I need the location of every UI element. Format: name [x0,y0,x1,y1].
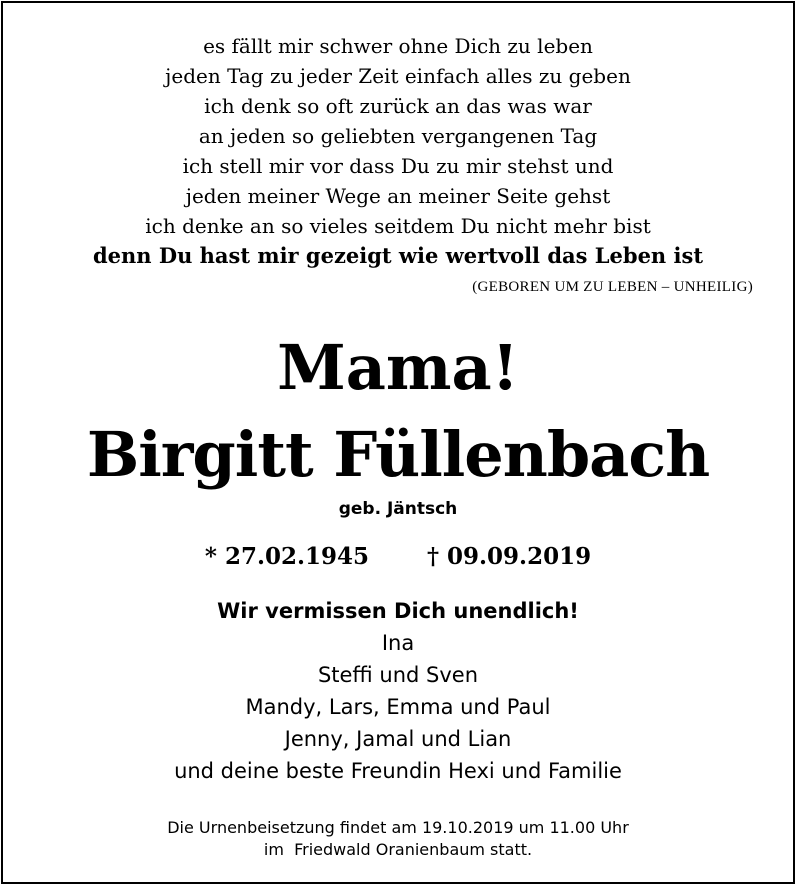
poem-line: ich denk so oft zurück an das was war [204,94,592,118]
obituary-frame [1,1,795,884]
poem-line: ich stell mir vor dass Du zu mir stehst und [182,154,614,178]
salutation: Mama! [277,331,519,404]
burial-line: im Friedwald Oranienbaum statt. [263,840,533,859]
mourner-line: und deine beste Freundin Hexi und Familie [174,759,622,783]
maiden-name: geb. Jäntsch [338,499,458,519]
poem-line: jeden Tag zu jeder Zeit einfach alles zu geben [165,64,631,88]
mourners-headline: Wir vermissen Dich unendlich! [217,599,579,623]
poem-line: an jeden so geliebten vergangenen Tag [198,124,598,148]
mourners [3,595,793,787]
poem-line: es fällt mir schwer ohne Dich zu leben [203,34,593,58]
mourner-line: Steffi und Sven [317,663,479,687]
birth-date: * 27.02.1945 [204,543,369,570]
poem-line: jeden meiner Wege an meiner Seite gehst [185,184,611,208]
life-dates [3,543,793,570]
deceased-name: Birgitt Füllenbach [86,418,710,491]
poem-line: ich denke an so vieles seitdem Du nicht mehr bist [145,214,651,238]
burial-notice [3,817,793,861]
death-date: † 09.09.2019 [427,543,592,570]
mourner-line: Jenny, Jamal und Lian [284,727,512,751]
poem [3,31,793,271]
poem-closing-line: denn Du hast mir gezeigt wie wertvoll das Leben ist [92,243,704,268]
burial-line: Die Urnenbeisetzung findet am 19.10.2019 um 11.00 Uhr [167,818,629,837]
mourner-line: Ina [381,631,415,655]
mourner-line: Mandy, Lars, Emma und Paul [245,695,551,719]
poem-source: (GEBOREN UM ZU LEBEN – UNHEILIG) [472,279,753,295]
